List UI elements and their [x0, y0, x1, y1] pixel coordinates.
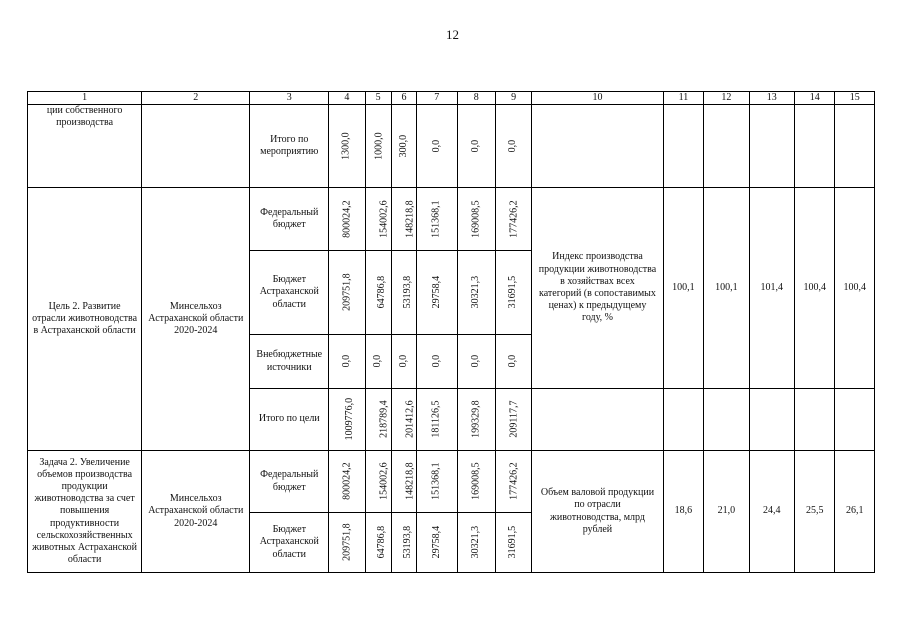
value-cell: 199329,8	[457, 389, 495, 451]
table-row	[28, 451, 875, 513]
header-cell: 15	[835, 92, 875, 105]
value-cell: 0,0	[417, 335, 457, 389]
value-cell: 148218,8	[391, 451, 416, 513]
value-cell: 0,0	[417, 105, 457, 188]
source-cell: Бюджет Астраханской области	[250, 513, 329, 573]
value-cell: 53193,8	[391, 513, 416, 573]
goal-tail-cell	[28, 105, 142, 188]
value-cell: 64786,8	[365, 513, 391, 573]
executor-cell: Минсельхоз Астраханской области 2020-2024	[142, 188, 250, 451]
header-row	[28, 92, 875, 105]
indicator-value-cell: 100,4	[835, 188, 875, 389]
executor-cell	[142, 105, 250, 188]
indicator-cell: Объем валовой продукции по отрасли животноводства, млрд рублей	[532, 451, 663, 573]
table-row	[28, 105, 875, 188]
source-cell: Итого по мероприятию	[250, 105, 329, 188]
indicator-cell	[532, 105, 663, 188]
value-cell: 31691,5	[495, 251, 531, 335]
header-cell: 2	[142, 92, 250, 105]
indicator-value-cell: 18,6	[663, 451, 703, 573]
indicator-value-cell: 101,4	[749, 188, 794, 389]
table-row	[28, 188, 875, 251]
indicator-value-cell: 100,1	[663, 188, 703, 389]
value-cell: 177426,2	[495, 188, 531, 251]
value-cell: 64786,8	[365, 251, 391, 335]
value-cell: 31691,5	[495, 513, 531, 573]
value-cell: 800024,2	[329, 451, 365, 513]
indicator-value-cell: 100,1	[704, 188, 749, 389]
header-cell: 5	[365, 92, 391, 105]
value-cell: 1000,0	[365, 105, 391, 188]
value-cell: 0,0	[391, 335, 416, 389]
value-cell: 177426,2	[495, 451, 531, 513]
value-cell: 0,0	[495, 105, 531, 188]
value-cell: 29758,4	[417, 513, 457, 573]
header-cell: 10	[532, 92, 663, 105]
value-cell: 218789,4	[365, 389, 391, 451]
indicator-value-cell	[663, 105, 703, 188]
value-cell: 154002,6	[365, 188, 391, 251]
value-cell: 0,0	[495, 335, 531, 389]
value-cell: 209751,8	[329, 251, 365, 335]
source-cell: Федеральный бюджет	[250, 451, 329, 513]
task-title-cell: Задача 2. Увеличение объемов производства продукции животноводства за счет повышения продуктивности сельскохозяйственных животных Астраханской области	[28, 451, 142, 573]
header-cell: 14	[795, 92, 835, 105]
indicator-value-cell: 100,4	[795, 188, 835, 389]
executor-cell: Минсельхоз Астраханской области 2020-2024	[142, 451, 250, 573]
indicator-cell	[532, 389, 663, 451]
goal-title-cell: Цель 2. Развитие отрасли животноводства в Астраханской области	[28, 188, 142, 451]
indicator-value-cell	[795, 389, 835, 451]
value-cell: 0,0	[457, 335, 495, 389]
indicator-value-cell: 24,4	[749, 451, 794, 573]
source-cell: Федеральный бюджет	[250, 188, 329, 251]
indicator-value-cell	[663, 389, 703, 451]
value-cell: 201412,6	[391, 389, 416, 451]
value-cell: 1300,0	[329, 105, 365, 188]
header-cell: 8	[457, 92, 495, 105]
header-cell: 12	[704, 92, 749, 105]
header-cell: 4	[329, 92, 365, 105]
value-cell: 169008,5	[457, 188, 495, 251]
indicator-value-cell	[795, 105, 835, 188]
value-cell: 209117,7	[495, 389, 531, 451]
header-cell: 3	[250, 92, 329, 105]
value-cell: 0,0	[329, 335, 365, 389]
value-cell: 154002,6	[365, 451, 391, 513]
indicator-value-cell	[835, 389, 875, 451]
indicator-value-cell: 25,5	[795, 451, 835, 573]
source-cell: Итого по цели	[250, 389, 329, 451]
source-cell: Бюджет Астраханской области	[250, 251, 329, 335]
indicator-value-cell	[749, 389, 794, 451]
indicator-value-cell	[835, 105, 875, 188]
value-cell: 148218,8	[391, 188, 416, 251]
indicator-cell: Индекс производства продукции животноводства в хозяйствах всех категорий (в сопоставимых ценах) к предыдущему году, %	[532, 188, 663, 389]
header-cell: 7	[417, 92, 457, 105]
indicator-value-cell	[704, 389, 749, 451]
value-cell: 169008,5	[457, 451, 495, 513]
value-cell: 29758,4	[417, 251, 457, 335]
header-cell: 9	[495, 92, 531, 105]
indicator-value-cell	[704, 105, 749, 188]
value-cell: 151368,1	[417, 451, 457, 513]
value-cell: 181126,5	[417, 389, 457, 451]
value-cell: 1009776,0	[329, 389, 365, 451]
value-cell: 300,0	[391, 105, 416, 188]
indicator-value-cell: 26,1	[835, 451, 875, 573]
value-cell: 209751,8	[329, 513, 365, 573]
source-cell: Внебюджетные источники	[250, 335, 329, 389]
page-number: 12	[446, 27, 459, 42]
header-cell: 11	[663, 92, 703, 105]
value-cell: 151368,1	[417, 188, 457, 251]
header-cell: 13	[749, 92, 794, 105]
indicator-value-cell: 21,0	[704, 451, 749, 573]
header-cell: 1	[28, 92, 142, 105]
goal-tail-text: ции собственного производства	[46, 105, 123, 129]
indicator-value-cell	[749, 105, 794, 188]
value-cell: 30321,3	[457, 251, 495, 335]
value-cell: 800024,2	[329, 188, 365, 251]
header-cell: 6	[391, 92, 416, 105]
value-cell: 0,0	[457, 105, 495, 188]
value-cell: 30321,3	[457, 513, 495, 573]
value-cell: 0,0	[365, 335, 391, 389]
value-cell: 53193,8	[391, 251, 416, 335]
program-table	[27, 91, 875, 573]
